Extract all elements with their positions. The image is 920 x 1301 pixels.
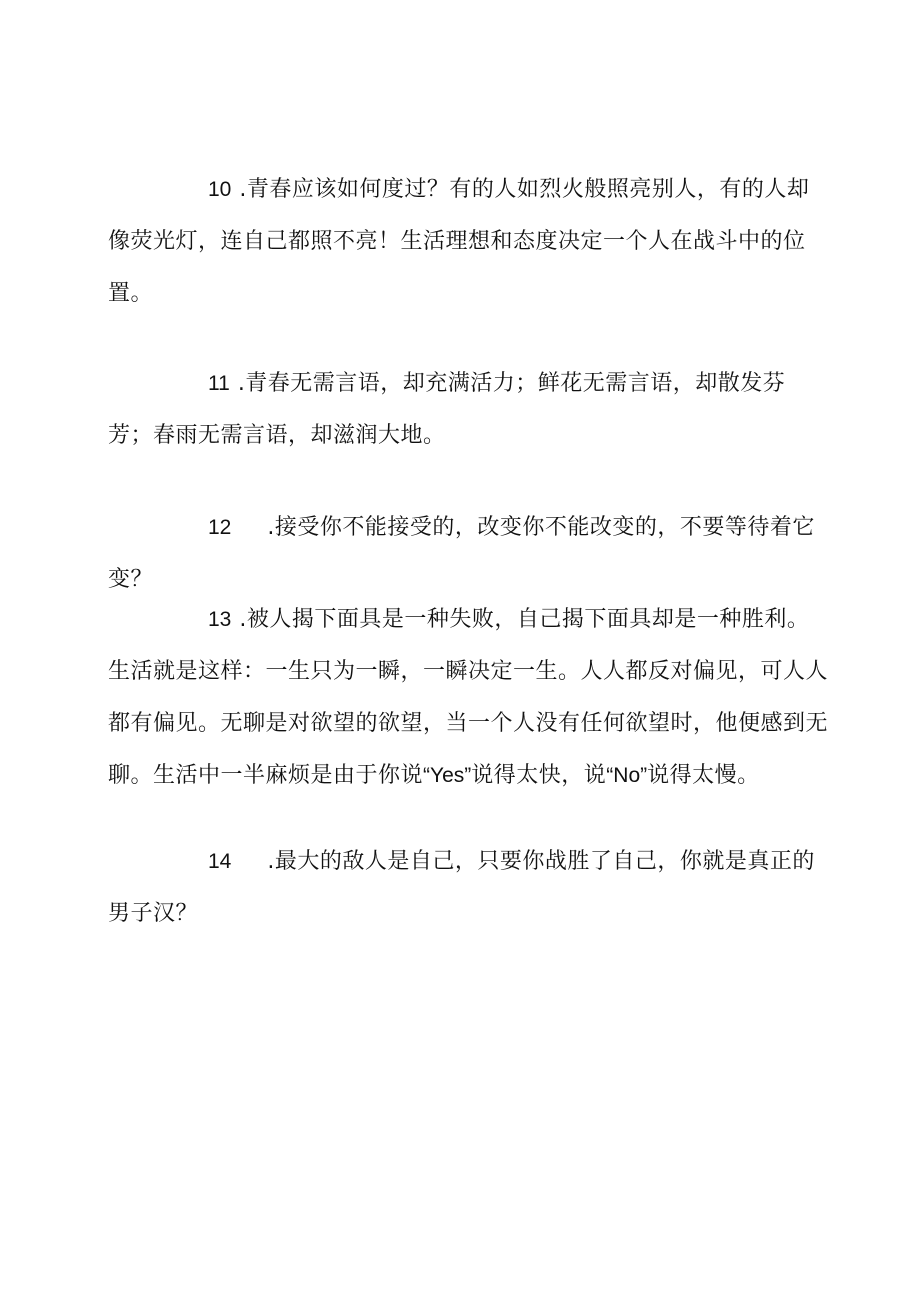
paragraph-text: .青春无需言语，却充满活力；鲜花无需言语，却散发芬芳；春雨无需言语，却滋润大地。: [108, 371, 786, 448]
paragraph-number: 12: [208, 516, 232, 539]
paragraph-11: [108, 358, 828, 462]
quoted-no: “No”: [606, 764, 648, 787]
paragraph-text: .青春应该如何度过？有的人如烈火般照亮别人，有的人却像荧光灯，连自己都照不亮！生活理想和态度决定一个人在战斗中的位置。: [108, 177, 810, 306]
paragraph-text-end: 说得太慢。: [647, 763, 760, 788]
paragraph-13: [108, 594, 828, 802]
paragraph-number: 10: [208, 178, 232, 201]
paragraph-number: 13: [208, 608, 232, 631]
quoted-yes: “Yes”: [423, 764, 472, 787]
paragraph-text: .被人揭下面具是一种失败，自己揭下面具却是一种胜利。生活就是这样：一生只为一瞬，一瞬决定一生。人人都反对偏见，可人人都有偏见。无聊是对欲望的欲望，当一个人没有任何欲望时，他便感到无聊。生活中一半麻烦是由于你说: [108, 607, 829, 788]
paragraph-text: .接受你不能接受的，改变你不能改变的，不要等待着它变？: [108, 515, 815, 592]
paragraph-text-continued: 说得太快，说: [471, 763, 607, 788]
paragraph-number: 14: [208, 850, 232, 873]
paragraph-text: .最大的敌人是自己，只要你战胜了自己，你就是真正的男子汉？: [108, 849, 815, 926]
paragraph-12: [108, 502, 828, 606]
paragraph-14: [108, 836, 828, 940]
paragraph-number: 11: [208, 372, 230, 395]
paragraph-10: [108, 164, 828, 320]
